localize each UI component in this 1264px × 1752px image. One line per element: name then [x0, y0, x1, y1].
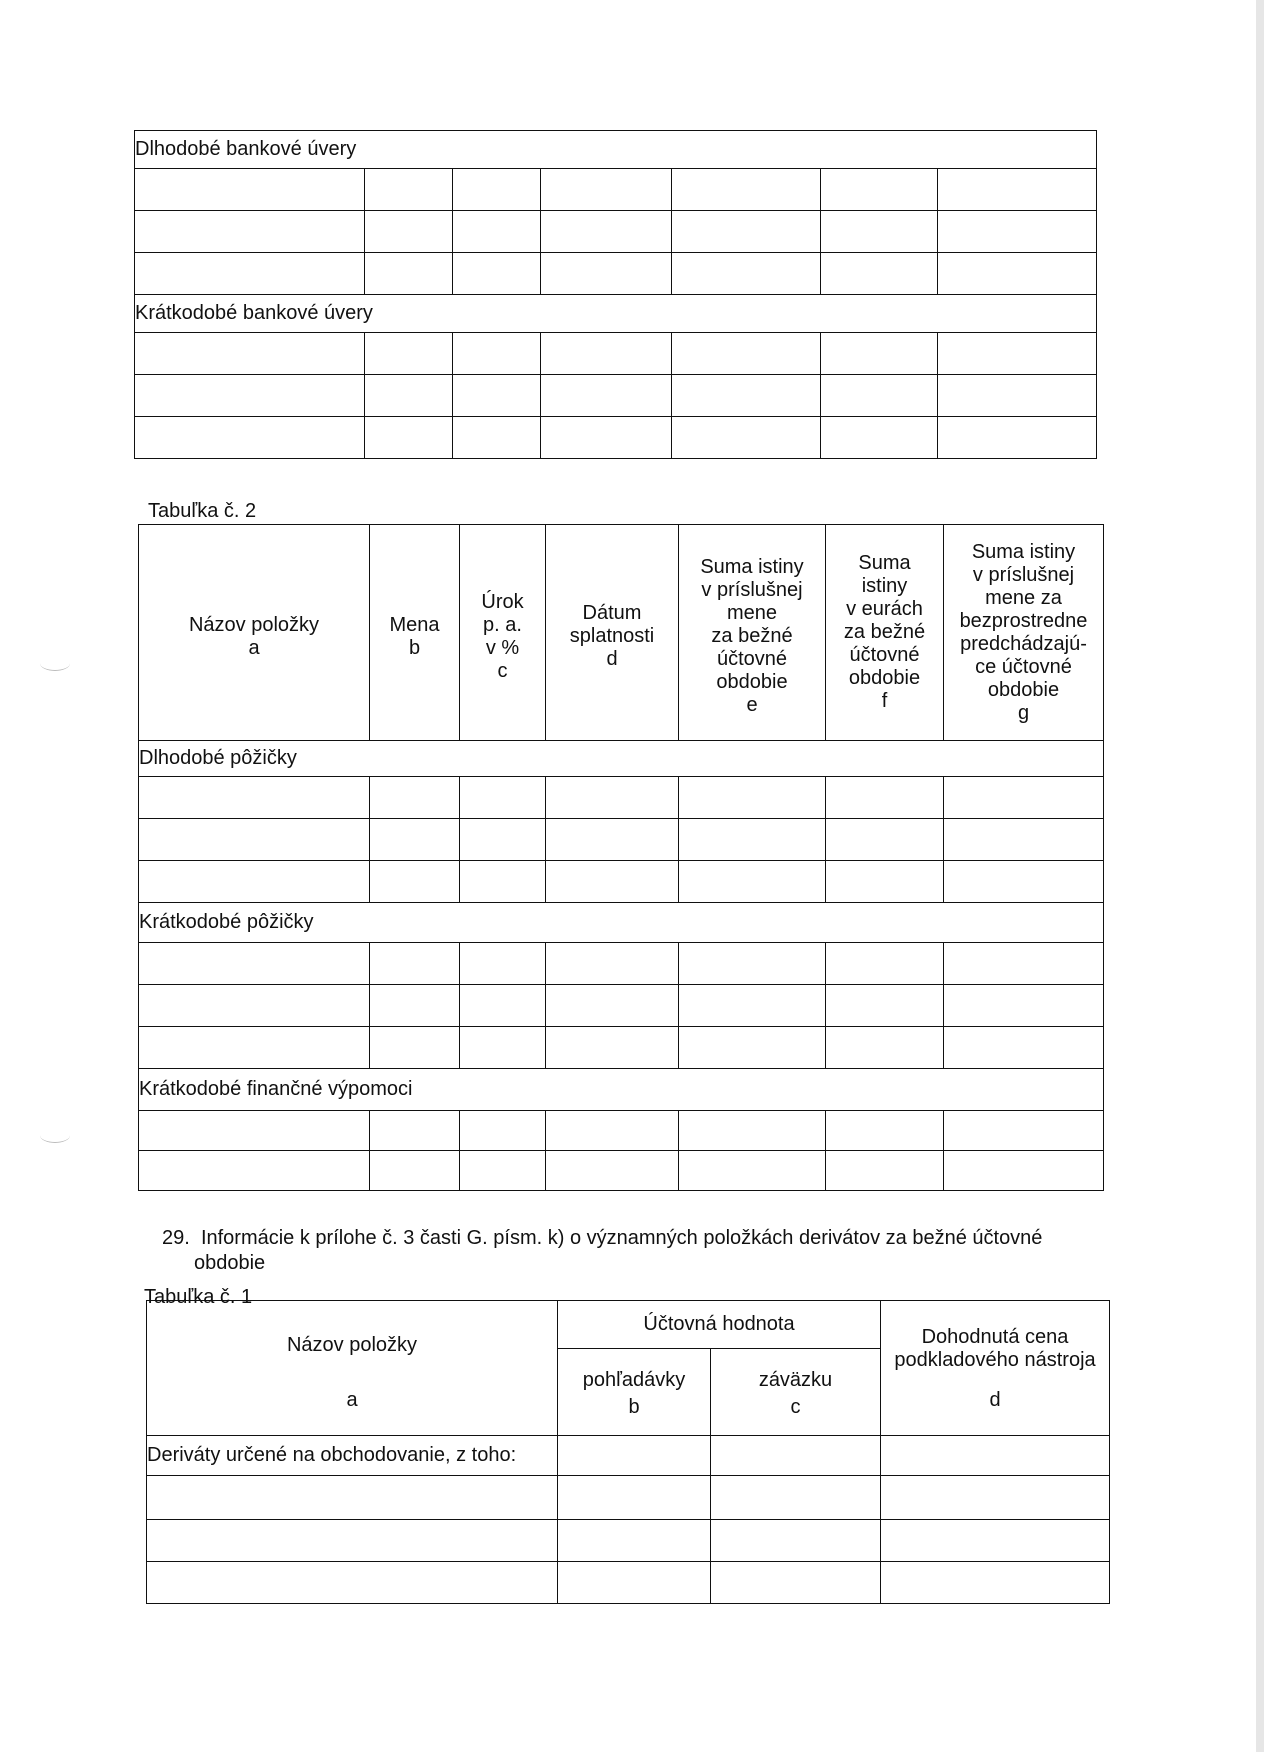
table-row [135, 253, 1097, 295]
table2-caption: Tabuľka č. 2 [148, 500, 257, 522]
table-row [139, 943, 1104, 985]
section-text: Informácie k prílohe č. 3 časti G. písm. k) o významných položkách derivátov za bežné účtovné [200, 1227, 1043, 1249]
table-row [139, 1151, 1104, 1191]
table-row [135, 211, 1097, 253]
table-row [135, 417, 1097, 459]
header-dohodnuta-cena: Dohodnutá cena podkladového nástroja d [881, 1301, 1110, 1436]
table1-caption: Tabuľka č. 1 [144, 1286, 253, 1308]
table-row [135, 375, 1097, 417]
header-col-a: Názov položky a [139, 525, 370, 741]
table-row [139, 1111, 1104, 1151]
table-row [139, 861, 1104, 903]
table-row [139, 985, 1104, 1027]
table-row [139, 1027, 1104, 1069]
section-text-continued: obdobie [194, 1252, 266, 1274]
derivatives-table-1 [146, 1300, 1110, 1604]
header-col-e: Suma istiny v príslušnej mene za bežné účtovné obdobie e [679, 525, 826, 741]
header-pohladavky: pohľadávky b [558, 1349, 711, 1436]
section-label-short-term-loans: Krátkodobé pôžičky [139, 903, 1104, 943]
section-label-short-term-bank-loans: Krátkodobé bankové úvery [135, 295, 1097, 333]
punch-hole-mark [40, 656, 70, 671]
header-col-d: Dátum splatnosti d [546, 525, 679, 741]
section-label-short-term-financial-assistance: Krátkodobé finančné výpomoci [139, 1069, 1104, 1111]
table-row [135, 333, 1097, 375]
table-row [139, 777, 1104, 819]
header-zavazku: záväzku c [711, 1349, 881, 1436]
table-row [147, 1476, 1110, 1520]
table-row [135, 169, 1097, 211]
page-edge [1256, 0, 1264, 1752]
header-uctovna-hodnota: Účtovná hodnota [558, 1301, 881, 1349]
table-row [139, 819, 1104, 861]
header-nazov-polozky: Názov položky a [147, 1301, 558, 1436]
punch-hole-mark [40, 1128, 70, 1143]
section-label-derivatives-trading: Deriváty určené na obchodovanie, z toho: [147, 1436, 558, 1476]
header-col-f: Suma istiny v eurách za bežné účtovné obdobie f [826, 525, 944, 741]
section-number: 29. [162, 1227, 190, 1249]
table-row [147, 1562, 1110, 1604]
loans-table-2 [138, 524, 1104, 1191]
table2-header-row [139, 525, 1104, 741]
header-col-g: Suma istiny v príslušnej mene za bezprostredne predchádzajú- ce účtovné obdobie g [944, 525, 1104, 741]
section-label-long-term-loans: Dlhodobé pôžičky [139, 741, 1104, 777]
section-label-long-term-bank-loans: Dlhodobé bankové úvery [135, 131, 1097, 169]
table-row [147, 1520, 1110, 1562]
section-29-heading [162, 1226, 1102, 1276]
bank-loans-table [134, 130, 1097, 459]
header-col-b: Mena b [370, 525, 460, 741]
header-col-c: Úrok p. a. v % c [460, 525, 546, 741]
